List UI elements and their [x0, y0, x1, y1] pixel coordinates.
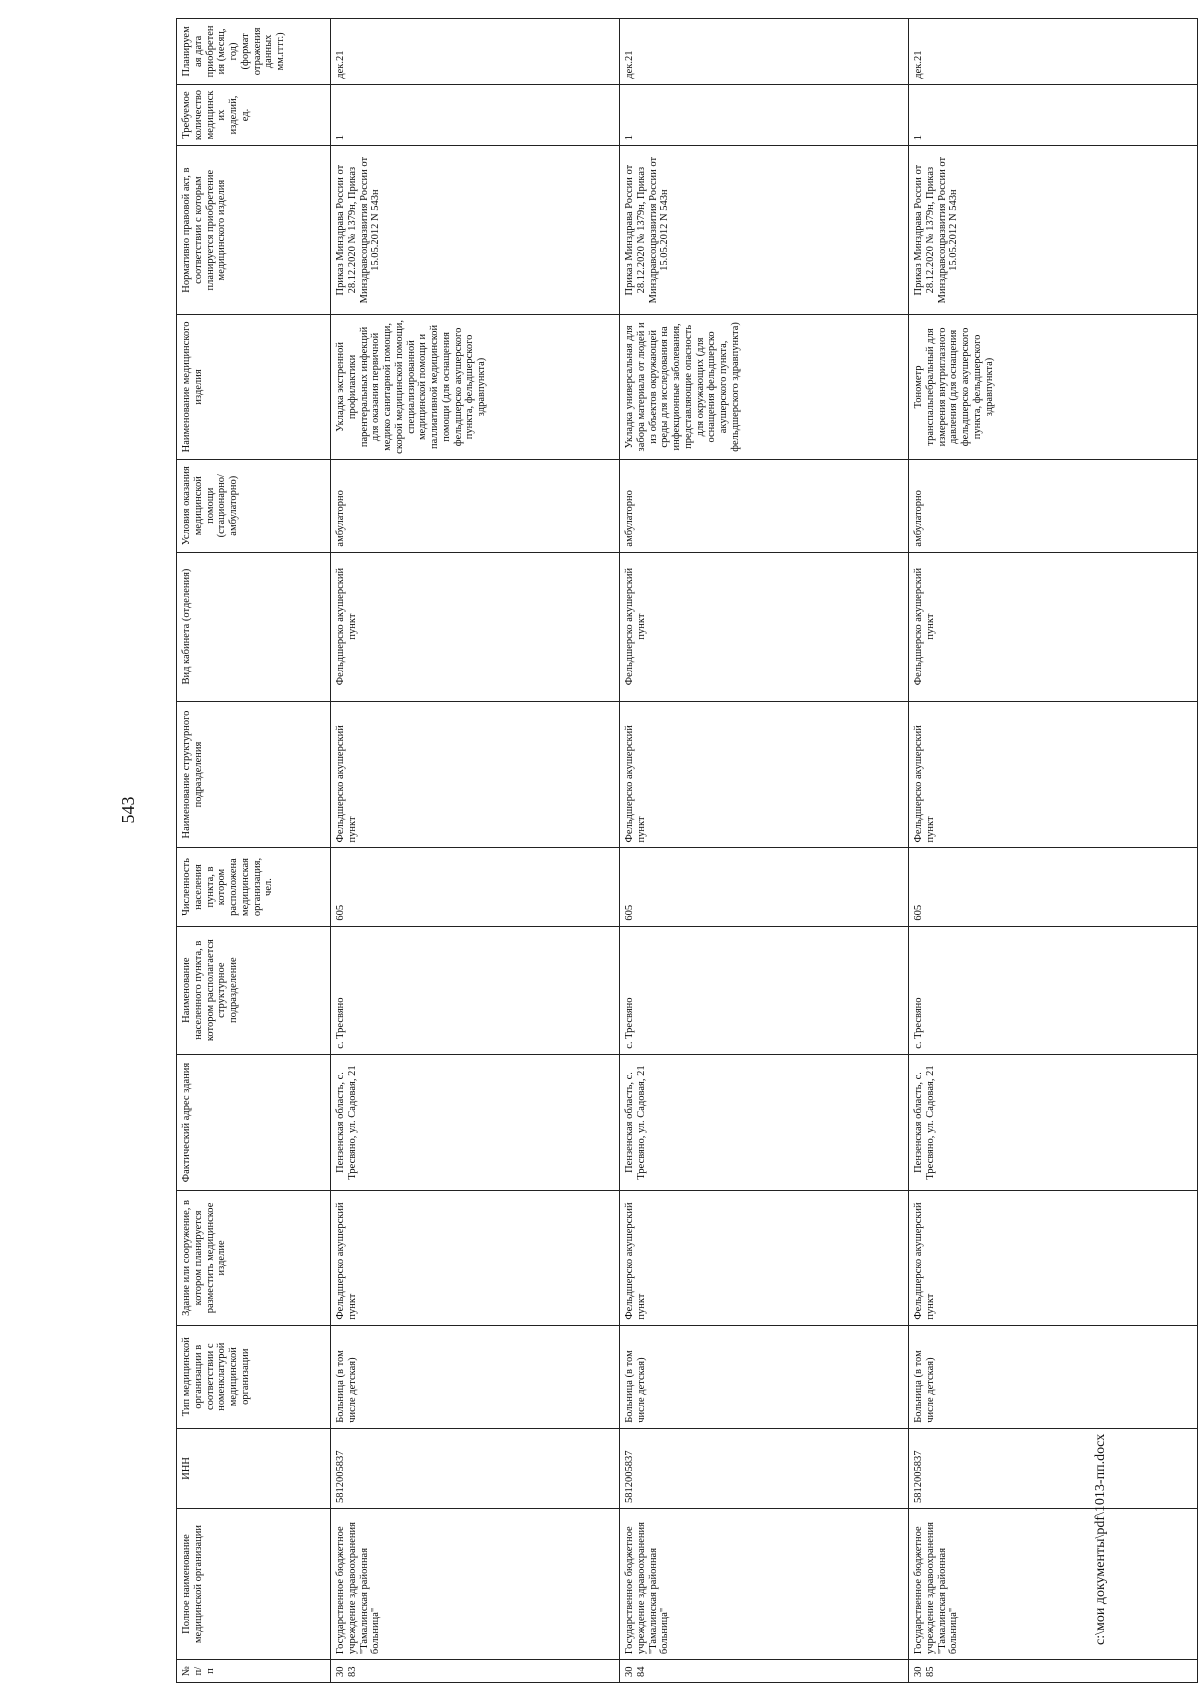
- cell-population: 605: [620, 848, 909, 926]
- cell-room-type: Фельдшерско акушерский пункт: [620, 552, 909, 701]
- cell-conditions: амбулаторно: [620, 459, 909, 552]
- page-number: 543: [118, 796, 138, 824]
- cell-date: дек.21: [909, 19, 1198, 85]
- cell-unit: Фельдшерско акушерский пункт: [909, 701, 1198, 848]
- table-row: [620, 19, 909, 1683]
- cell-quantity: 1: [331, 84, 620, 145]
- cell-conditions: амбулаторно: [331, 459, 620, 552]
- header-room-type: Вид кабинета (отделения): [177, 552, 331, 701]
- header-unit: Наименование структурного подразделения: [177, 701, 331, 848]
- header-date: Планируемая дата приобретения (месяц, год) (формат отражения данных мм.гггг.): [177, 19, 331, 85]
- cell-inn: 5812005837: [620, 1428, 909, 1508]
- cell-device: Тонометр транспальпебральный для измерения внутриглазного давления (для оснащения фельдшерско акушерского пункта, фельдшерского здравпункта): [909, 315, 1198, 460]
- table-row: [909, 19, 1198, 1683]
- file-path-footer: c:\мои документы\pdf\1013-пп.docx: [1093, 1433, 1108, 1645]
- cell-org-type: Больница (в том числе детская): [909, 1325, 1198, 1428]
- cell-device: Укладка экстренной профилактики парентеральных инфекций для оказания первичной медико санитарной помощи, скорой медицинской помощи, специализированной медицинской помощи и паллиативной медицинской помощи (для оснащения фельдшерско акушерского пункта, фельдшерского здравпункта): [331, 315, 620, 460]
- header-org-type: Тип медицинской организации в соответствии с номенклатурой медицинской организации: [177, 1325, 331, 1428]
- header-quantity: Требуемое количество медицинских изделий, ед.: [177, 84, 331, 145]
- cell-legal-act: Приказ Минздрава России от 28.12.2020 № 1379н, Приказ Минздравсоцразвития России от 15.05.2012 N 543н: [909, 146, 1198, 315]
- cell-address: Пензенская область, с. Тресвяно, ул. Садовая, 21: [620, 1054, 909, 1190]
- header-settlement: Наименование населенного пункта, в котором располагается структурное подразделение: [177, 926, 331, 1054]
- cell-building: Фельдшерско акушерский пункт: [620, 1191, 909, 1325]
- medical-equipment-table: [176, 18, 1198, 1683]
- cell-date: дек.21: [620, 19, 909, 85]
- header-population: Численность населения пункта, в котором расположена медицинская организация, чел.: [177, 848, 331, 926]
- cell-address: Пензенская область, с. Тресвяно, ул. Садовая, 21: [909, 1054, 1198, 1190]
- cell-num: 3083: [331, 1660, 620, 1683]
- cell-quantity: 1: [620, 84, 909, 145]
- cell-num: 3084: [620, 1660, 909, 1683]
- header-inn: ИНН: [177, 1428, 331, 1508]
- header-num: № п/п: [177, 1660, 331, 1683]
- cell-num: 3085: [909, 1660, 1198, 1683]
- cell-room-type: Фельдшерско акушерский пункт: [909, 552, 1198, 701]
- table-row: [331, 19, 620, 1683]
- cell-org-type: Больница (в том числе детская): [620, 1325, 909, 1428]
- cell-device: Укладка универсальная для забора материала от людей и из объектов окружающей среды для исследования на инфекционные заболевания, представляющие опасность для окружающих (для оснащения фельдшерско акушерского пункта, фельдшерского здравпункта): [620, 315, 909, 460]
- cell-org-name: Государственное бюджетное учреждение здравоохранения "Тамалинская районная больница": [620, 1509, 909, 1660]
- header-device: Наименование медицинского изделия: [177, 315, 331, 460]
- cell-inn: 5812005837: [909, 1428, 1198, 1508]
- table-header-row: [177, 19, 331, 1683]
- cell-address: Пензенская область, с. Тресвяно, ул. Садовая, 21: [331, 1054, 620, 1190]
- cell-building: Фельдшерско акушерский пункт: [909, 1191, 1198, 1325]
- cell-conditions: амбулаторно: [909, 459, 1198, 552]
- cell-org-name: Государственное бюджетное учреждение здравоохранения "Тамалинская районная больница": [331, 1509, 620, 1660]
- cell-unit: Фельдшерско акушерский пункт: [331, 701, 620, 848]
- cell-inn: 5812005837: [331, 1428, 620, 1508]
- cell-legal-act: Приказ Минздрава России от 28.12.2020 № 1379н, Приказ Минздравсоцразвития России от 15.05.2012 N 543н: [331, 146, 620, 315]
- cell-legal-act: Приказ Минздрава России от 28.12.2020 № 1379н, Приказ Минздравсоцразвития России от 15.05.2012 N 543н: [620, 146, 909, 315]
- cell-room-type: Фельдшерско акушерский пункт: [331, 552, 620, 701]
- cell-settlement: с. Тресвяно: [909, 926, 1198, 1054]
- cell-unit: Фельдшерско акушерский пункт: [620, 701, 909, 848]
- cell-building: Фельдшерско акушерский пункт: [331, 1191, 620, 1325]
- cell-quantity: 1: [909, 84, 1198, 145]
- cell-date: дек.21: [331, 19, 620, 85]
- cell-settlement: с. Тресвяно: [620, 926, 909, 1054]
- header-address: Фактический адрес здания: [177, 1054, 331, 1190]
- cell-population: 605: [331, 848, 620, 926]
- data-table-container: [176, 18, 1198, 1683]
- cell-org-type: Больница (в том числе детская): [331, 1325, 620, 1428]
- header-org-name: Полное наименование медицинской организации: [177, 1509, 331, 1660]
- cell-population: 605: [909, 848, 1198, 926]
- cell-settlement: с. Тресвяно: [331, 926, 620, 1054]
- header-conditions: Условия оказания медицинской помощи (стационарно/амбулаторно): [177, 459, 331, 552]
- cell-org-name: Государственное бюджетное учреждение здравоохранения "Тамалинская районная больница": [909, 1509, 1198, 1660]
- header-building: Здание или сооружение, в котором планируется разместить медицинское изделие: [177, 1191, 331, 1325]
- header-legal-act: Нормативно правовой акт, в соответствии с которым планируется приобретение медицинского изделия: [177, 146, 331, 315]
